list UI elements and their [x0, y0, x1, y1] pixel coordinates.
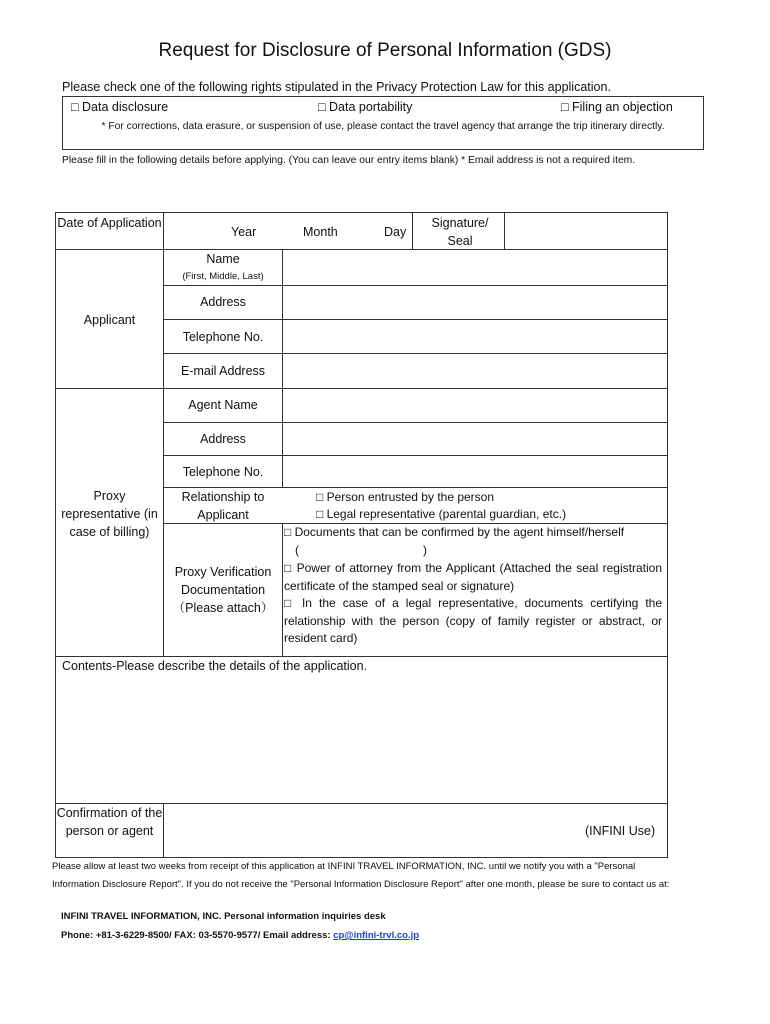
- proxy-representative-label: Proxy representative (in case of billing): [61, 489, 158, 539]
- inquiries-desk: INFINI TRAVEL INFORMATION, INC. Personal information inquiries desk: [61, 911, 386, 922]
- applicant-email-field[interactable]: [283, 354, 667, 388]
- address-label: Address: [200, 295, 246, 309]
- checkbox-power-of-attorney[interactable]: □ Power of attorney from the Applicant (Attached the seal registration certificate of the stamped seal or signature): [284, 561, 662, 593]
- rights-intro: Please check one of the following rights stipulated in the Privacy Protection Law for this application.: [62, 80, 611, 94]
- checkbox-person-entrusted[interactable]: □ Person entrusted by the person: [316, 490, 495, 504]
- day-label: Day: [384, 225, 407, 239]
- fill-note: Please fill in the following details before applying. (You can leave our entry items blank) * Email address is not a required item.: [62, 155, 636, 166]
- checkbox-filing-objection[interactable]: □ Filing an objection: [561, 100, 673, 114]
- name-hint: (First, Middle, Last): [182, 271, 264, 282]
- contact-line: [61, 930, 419, 941]
- proxy-address-field[interactable]: [283, 423, 667, 455]
- paren-close: ): [423, 543, 427, 557]
- proxy-telephone-field[interactable]: [283, 456, 667, 487]
- relationship-label: Relationship to Applicant: [181, 490, 265, 522]
- proxy-address-label: Address: [200, 432, 246, 446]
- contents-label: Contents-Please describe the details of the application.: [62, 659, 368, 673]
- checkbox-data-disclosure[interactable]: □ Data disclosure: [71, 100, 169, 114]
- confirmation-label: Confirmation of the person or agent: [56, 806, 163, 838]
- paren-open: (: [295, 543, 299, 557]
- signature-seal-label: Signature/ Seal: [431, 216, 489, 248]
- table-border-right: [667, 212, 668, 858]
- rights-box: [62, 96, 704, 150]
- agent-name-label: Agent Name: [188, 398, 258, 412]
- contact-prefix: Phone: +81-3-6229-8500/ FAX: 03-5570-9577/ Email address:: [61, 930, 334, 941]
- checkbox-legal-rep-documents[interactable]: □ In the case of a legal representative, documents certifying the relationship with the person (copy of family register or abstract, or resident card): [284, 596, 662, 645]
- telephone-label: Telephone No.: [182, 330, 264, 344]
- page-title: Request for Disclosure of Personal Information (GDS): [158, 40, 612, 61]
- contents-field[interactable]: [56, 676, 667, 802]
- checkbox-self-documents[interactable]: □ Documents that can be confirmed by the agent himself/herself: [284, 525, 625, 539]
- col-divider: [282, 523, 283, 656]
- agent-name-field[interactable]: [283, 389, 667, 422]
- month-label: Month: [303, 225, 338, 239]
- verification-label: Proxy Verification Documentation （Please attach）: [172, 565, 274, 615]
- col-divider: [412, 212, 413, 249]
- proxy-telephone-label: Telephone No.: [182, 465, 264, 479]
- email-link[interactable]: cp@infini-trvl.co.jp: [333, 930, 420, 941]
- checkbox-data-portability[interactable]: □ Data portability: [318, 100, 413, 114]
- infini-use-label: (INFINI Use): [585, 824, 656, 838]
- rights-note: * For corrections, data erasure, or suspension of use, please contact the travel agency that arrange the trip itinerary directly.: [101, 121, 665, 132]
- date-of-application-label: Date of Application: [57, 216, 162, 230]
- signature-seal-field[interactable]: [505, 213, 667, 249]
- email-label: E-mail Address: [180, 364, 266, 378]
- applicant-telephone-field[interactable]: [283, 320, 667, 353]
- col-divider: [163, 803, 164, 858]
- name-label: Name: [206, 252, 240, 266]
- checkbox-legal-representative[interactable]: □ Legal representative (parental guardian, etc.): [316, 507, 567, 521]
- year-label: Year: [231, 225, 257, 239]
- applicant-name-field[interactable]: [283, 250, 667, 285]
- applicant-address-field[interactable]: [283, 286, 667, 319]
- applicant-label: Applicant: [83, 313, 136, 327]
- footer-notice: Please allow at least two weeks from receipt of this application at INFINI TRAVEL INFORMATION, INC. until we notify you with a "Personal Information Disclosure Report". If you do not receive the "Personal Information Disclosure Report" after one month, please be sure to contact us at:: [52, 861, 670, 890]
